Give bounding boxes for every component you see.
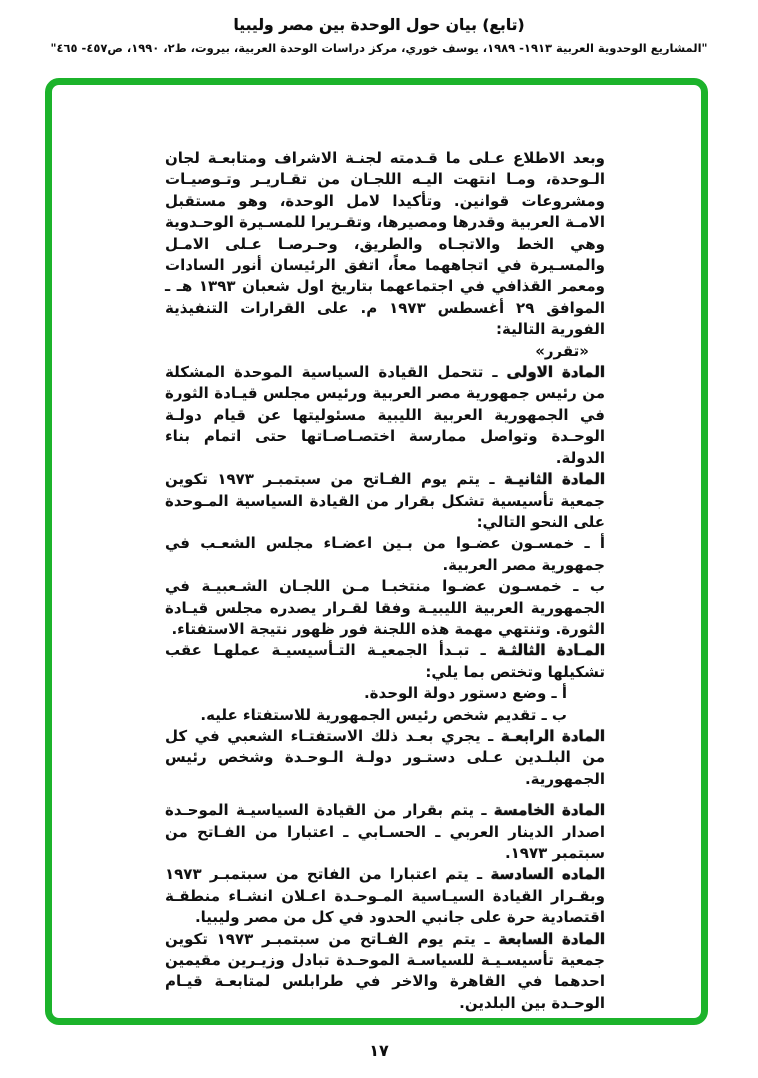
paragraph (165, 683, 605, 704)
article-heading: الماده السادسة (482, 865, 605, 884)
paragraph (165, 726, 605, 790)
paragraph (165, 929, 605, 1015)
paragraph-text: ـ يتم اعتبارا من الفاتح من سبتمبـر ١٩٧٣ وبقـرار القيادة السيـاسية المـوحـدة اعـلان انشـاء منطقـة اقتصادية حرة على جانبي الحدود في كل من مصر وليبيا. (165, 865, 605, 927)
paragraph-text: ـ تتحمل القيادة السياسية الموحدة المشكلة من رئيس جمهورية مصر العربية ورئيس مجلس قيـادة الثورة في الجمهورية العربية الليبية مسئوليتها عن قيام دولـة الوحـدة وتواصل ممارسة اختصـاصـاتها حتى اتمام بناء الدولة. (165, 363, 605, 467)
page-number: ١٧ (369, 1041, 389, 1060)
paragraph-text: وبعد الاطلاع عـلى ما قـدمته لجنـة الاشراف ومتابعـة لجان الـوحدة، ومـا انتهت اليـه اللجـان من تقـاريـر وتـوصيـات ومشروعات قوانين. وتأكيدا لامل الوحدة، وهو مستقبل الامـة العربية وقدرها ومصيرها، وتقـريرا للمسـيرة الوحـدوية وهي الخط والاتجـاه والطريق، وحـرصـا عـلى الامـل والمسـيرة في اتجاههما معاً، اتفق الرئيسان أنور السادات ومعمر القذافي في اجتماعهما بتاريخ اول شعبان ١٣٩٣ هـ ـ الموافق ٢٩ أغسطس ١٩٧٣ م. على القرارات التنفيذية الفورية التالية: (165, 149, 605, 339)
paragraph-text: ب ـ خمسـون عضـوا منتخبـا مـن اللجـان الشـعبيـة في الجمهورية العربية الليبيـة وفقا لقـرار يصدره مجلس قيـادة الثورة. وتنتهي مهمة هذه اللجنة فور ظهور نتيجة الاستفتاء. (165, 577, 605, 638)
paragraph (165, 576, 605, 640)
paragraph-text: ب ـ تقديم شخص رئيس الجمهورية للاستفتاء عليه. (200, 705, 567, 724)
source-citation: "المشاريع الوحدوية العربية ١٩١٣- ١٩٨٩، يوسف خوري، مركز دراسات الوحدة العربية، بيروت، ط٢، ١٩٩٠، ص٤٥٧- ٤٦٥" (50, 41, 708, 55)
paragraph (165, 362, 605, 469)
article-heading: المادة السابعة (489, 929, 605, 948)
paragraph-text: ـ يتم يوم الفـاتح من سبتمبـر ١٩٧٣ تكوين جمعية تأسيسـيـة للسياسـة الموحـدة تبادل وزيـرين مقيمين احدهما في القاهرة والاخر في طرابلس لمتابعـة قيـام الوحـدة بين البلدين. (165, 929, 605, 1012)
paragraph-text: ـ يجري بعـد ذلك الاستفتـاء الشعبي في كل من البلـدين عـلى دستـور دولـة الـوحـدة وشخص رئيس الجمهورية. (165, 726, 605, 788)
article-heading: المادة الاولى (497, 363, 606, 382)
page-frame (45, 78, 708, 1025)
paragraph (165, 864, 605, 928)
paragraph-text: ـ تبـدأ الجمعيـة التـأسيسيـة عملهـا عقب تشكيلها وتختص بما يلي: (165, 641, 605, 681)
paragraph (165, 533, 605, 576)
article-heading: المادة الرابعـة (493, 726, 606, 745)
article-heading: المادة الثانيـة (494, 470, 605, 489)
paragraph-text: أ ـ خمسـون عضـوا من بـين اعضـاء مجلس الشعـب في جمهورية مصر العربية. (165, 534, 605, 574)
paragraph (165, 148, 605, 341)
paragraph (165, 469, 605, 533)
paragraph (165, 341, 605, 362)
paragraph-text: ـ يتم بقرار من القيادة السياسيـة الموحـدة اصدار الدينار العربي ـ الحسـابي ـ اعتبارا من الفـاتح من سبتمبر ١٩٧٣. (165, 801, 605, 862)
document-title: (تابع) بيان حول الوحدة بين مصر وليبيا (233, 16, 525, 34)
document-header (0, 16, 758, 55)
article-heading: المادة الخامسة (486, 801, 606, 820)
paragraph (165, 800, 605, 864)
paragraph-text: «تقرر» (535, 341, 589, 360)
article-heading: المـادة الثالثـة (485, 641, 605, 660)
paragraph-text: ـ يتم يوم الفـاتح من سبتمبـر ١٩٧٣ تكوين جمعية تأسيسية تشكل بقرار من القيادة السياسية المـوحدة على النحو التالي: (165, 470, 605, 531)
document-body (165, 148, 605, 1014)
paragraph (165, 640, 605, 683)
paragraph-text: أ ـ وضع دستور دولة الوحدة. (363, 684, 567, 703)
paragraph (165, 705, 605, 726)
